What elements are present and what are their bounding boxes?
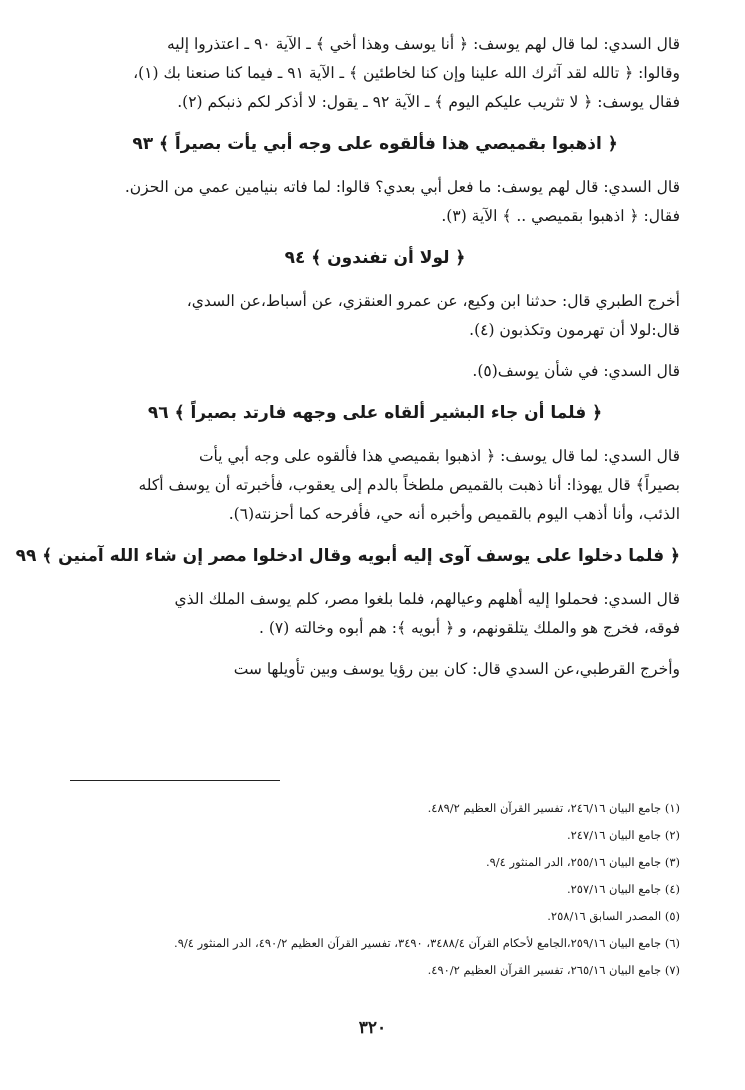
paragraph-7 (70, 655, 680, 684)
page-body (15, 30, 680, 696)
footnote-separator (70, 780, 280, 781)
paragraph-1 (70, 30, 680, 117)
text-line: قال السدي: في شأن يوسف(٥). (472, 362, 680, 380)
text-line: وأخرج القرطبي،عن السدي قال: كان بين رؤيا يوسف وبين تأويلها ست (233, 660, 680, 678)
footnote: (٥) المصدر السابق ٢٥٨/١٦. (547, 909, 680, 923)
verse-heading-99: ﴿ فلما دخلوا على يوسف آوى إليه أبويه وقال ادخلوا مصر إن شاء الله آمنين ﴾ ٩٩ (15, 546, 680, 566)
footnote: (١) جامع البيان ٢٤٦/١٦، تفسير القرآن العظيم ٤٨٩/٢. (427, 801, 680, 815)
text-line: بصيراً﴾ قال يهوذا: أنا ذهبت بالقميص ملطخاً بالدم إلى يعقوب، فأخبرته أن يوسف أكله (138, 476, 680, 494)
text-line: وقالوا: ﴿ تالله لقد آثرك الله علينا وإن كنا لخاطئين ﴾ ـ الآية ٩١ ـ فيما كنا صنعنا بك (١)، (133, 64, 680, 82)
verse-heading-93: ﴿ اذهبوا بقميصي هذا فألقوه على وجه أبي يأت بصيراً ﴾ ٩٣ (132, 134, 618, 154)
footnote: (٦) جامع البيان ٢٥٩/١٦،الجامع لأحكام القرآن ٣٤٨٨/٤، ٣٤٩٠، تفسير القرآن العظيم ٤٩٠/٢، الدر المنثور ٩/٤. (174, 936, 680, 950)
verse-heading-96: ﴿ فلما أن جاء البشير ألقاه على وجهه فارتد بصيراً ﴾ ٩٦ (147, 403, 603, 423)
paragraph-3 (70, 287, 680, 345)
footnote: (٧) جامع البيان ٢٦٥/١٦، تفسير القرآن العظيم ٤٩٠/٢. (427, 963, 680, 977)
text-line: قال السدي: قال لهم يوسف: ما فعل أبي بعدي؟ قالوا: لما فاته بنيامين عمي من الحزن. (124, 178, 680, 196)
text-line: أخرج الطبري قال: حدثنا ابن وكيع، عن عمرو العنقزي، عن أسباط،عن السدي، (186, 292, 680, 310)
paragraph-4 (70, 357, 680, 386)
text-line: فقال: ﴿ اذهبوا بقميصي .. ﴾ الآية (٣). (441, 207, 680, 225)
paragraph-2 (70, 173, 680, 231)
footnote: (٤) جامع البيان ٢٥٧/١٦. (566, 882, 680, 896)
paragraph-6 (70, 585, 680, 643)
footnote: (٢) جامع البيان ٢٤٧/١٦. (566, 828, 680, 842)
footnotes (70, 795, 680, 984)
text-line: قال السدي: لما قال لهم يوسف: ﴿ أنا يوسف وهذا أخي ﴾ ـ الآية ٩٠ ـ اعتذروا إليه (167, 35, 680, 53)
page-number: ٣٢٠ (358, 1018, 387, 1038)
text-line: الذئب، وأنا أذهب اليوم بالقميص وأخبره أنه حي، فأفرحه كما أحزنته(٦). (228, 505, 680, 523)
text-line: فقال يوسف: ﴿ لا تثريب عليكم اليوم ﴾ ـ الآية ٩٢ ـ يقول: لا أذكر لكم ذنبكم (٢). (177, 93, 680, 111)
text-line: فوقه، فخرج هو والملك يتلقونهم، و ﴿ أبويه ﴾: هم أبوه وخالته (٧) . (259, 619, 680, 637)
text-line: قال السدي: فحملوا إليه أهلهم وعيالهم، فلما بلغوا مصر، كلم يوسف الملك الذي (174, 590, 680, 608)
text-line: قال السدي: لما قال يوسف: ﴿ اذهبوا بقميصي هذا فألقوه على وجه أبي يأت (198, 447, 680, 465)
text-line: قال:لولا أن تهرمون وتكذبون (٤). (469, 321, 680, 339)
verse-heading-94: ﴿ لولا أن تفندون ﴾ ٩٤ (284, 248, 466, 268)
footnote: (٣) جامع البيان ٢٥٥/١٦، الدر المنثور ٩/٤. (485, 855, 680, 869)
paragraph-5 (70, 442, 680, 529)
